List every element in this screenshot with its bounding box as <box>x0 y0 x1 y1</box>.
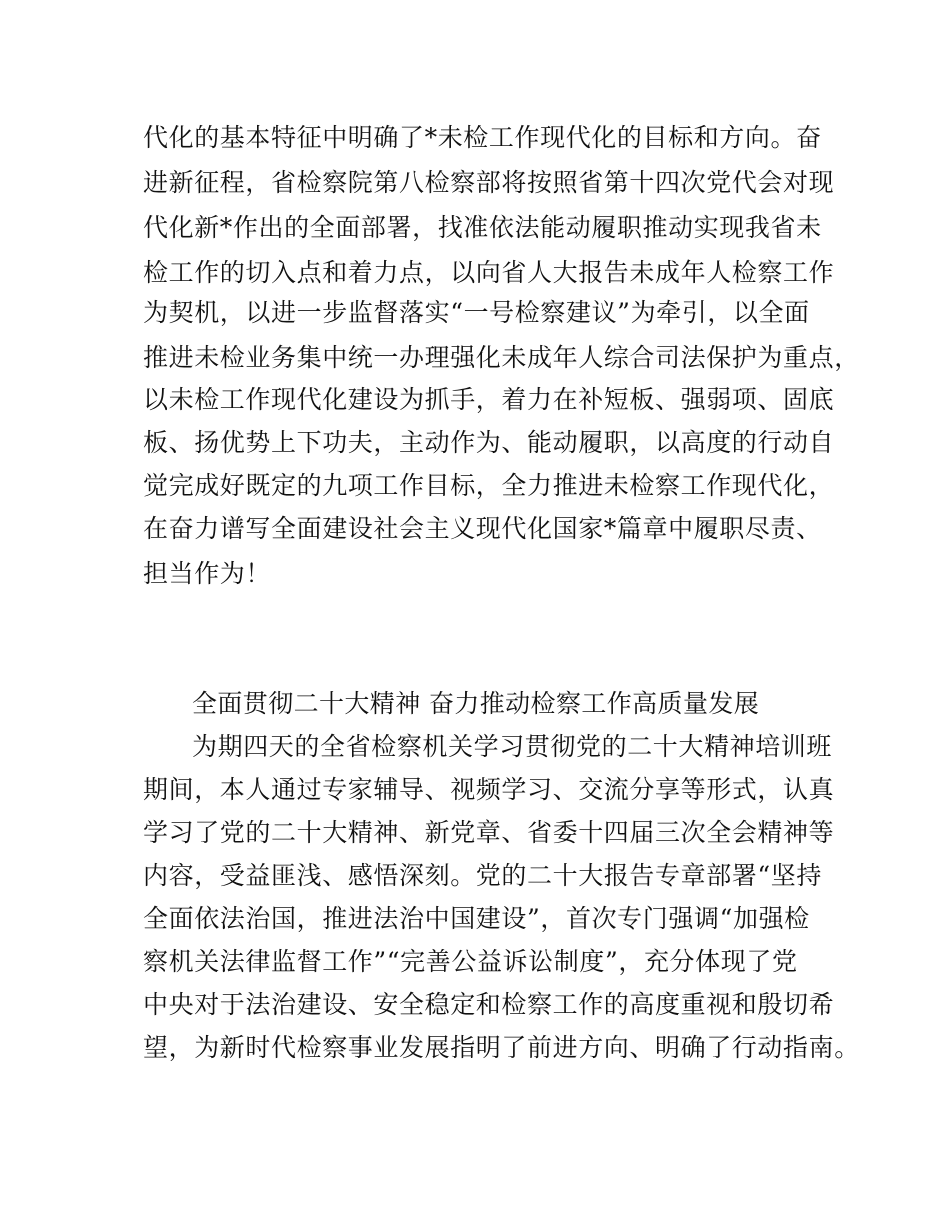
paragraph-line: 以未检工作现代化建设为抓手，着力在补短板、强弱项、固底 <box>143 385 835 414</box>
paragraph-line: 担当作为！ <box>143 559 272 588</box>
paragraph-line: 期间，本人通过专家辅导、视频学习、交流分享等形式，认真 <box>143 775 835 804</box>
paragraph-line: 代化新*作出的全面部署，找准依法能动履职推动实现我省未 <box>143 213 822 242</box>
paragraph-line: 中央对于法治建设、安全稳定和检察工作的高度重视和殷切希 <box>143 990 835 1019</box>
paragraph-line: 进新征程，省检察院第八检察部将按照省第十四次党代会对现 <box>143 168 835 197</box>
paragraph-line: 全面依法治国，推进法治中国建设”，首次专门强调“加强检 <box>143 904 810 933</box>
paragraph-line: 代化的基本特征中明确了*未检工作现代化的目标和方向。奋 <box>143 123 822 152</box>
paragraph-line: 为契机，以进一步监督落实“一号检察建议”为牵引，以全面 <box>143 298 810 327</box>
paragraph-line: 内容，受益匪浅、感悟深刻。党的二十大报告专章部署“坚持 <box>143 861 822 890</box>
paragraph-line: 察机关法律监督工作”“完善公益诉讼制度”，充分体现了党 <box>143 947 798 976</box>
paragraph-line: 检工作的切入点和着力点，以向省人大报告未成年人检察工作 <box>143 258 835 287</box>
paragraph-line: 推进未检业务集中统一办理强化未成年人综合司法保护为重点， <box>143 343 860 372</box>
section-title: 全面贯彻二十大精神 奋力推动检察工作高质量发展 <box>192 689 760 718</box>
paragraph-line: 望，为新时代检察事业发展指明了前进方向、明确了行动指南。 <box>143 1033 860 1062</box>
paragraph-line: 为期四天的全省检察机关学习贯彻党的二十大精神培训班 <box>192 732 833 761</box>
paragraph-line: 板、扬优势上下功夫，主动作为、能动履职，以高度的行动自 <box>143 428 835 457</box>
paragraph-line: 学习了党的二十大精神、新党章、省委十四届三次全会精神等 <box>143 818 835 847</box>
paragraph-line: 在奋力谱写全面建设社会主义现代化国家*篇章中履职尽责、 <box>143 514 822 543</box>
paragraph-line: 觉完成好既定的九项工作目标，全力推进未检察工作现代化， <box>143 471 835 500</box>
